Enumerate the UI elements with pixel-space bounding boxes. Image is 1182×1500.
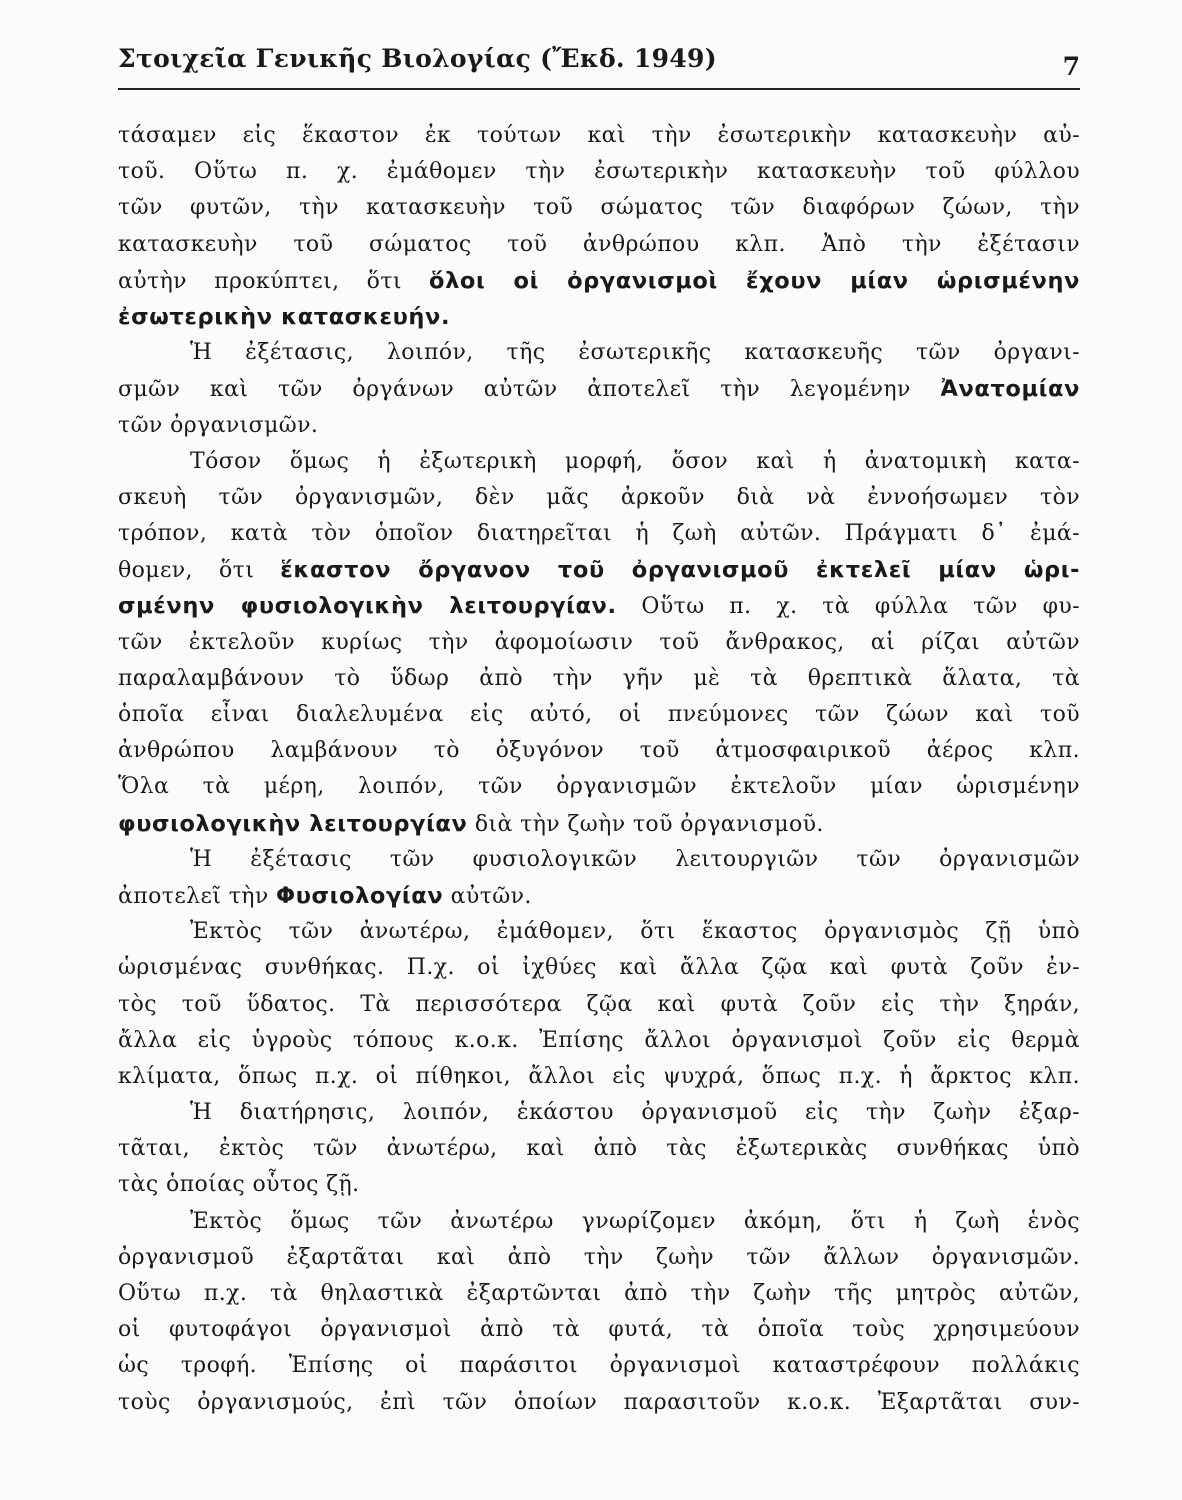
text-run: θομεν, ὅτι: [118, 558, 281, 584]
text-line: [118, 299, 1080, 335]
text-line: [118, 444, 1080, 480]
text-line: [118, 697, 1080, 733]
text-line: [118, 190, 1080, 226]
text-run: Ἐκτὸς ὅμως τῶν ἀνωτέρω γνωρίζομεν ἀκόμη, ὅτι ἡ ζωὴ ἑνὸς: [190, 1208, 1080, 1234]
text-run: Ἐκτὸς τῶν ἀνωτέρω, ἐμάθομεν, ὅτι ἕκαστος ὀργανισμὸς ζῇ ὑπὸ: [190, 919, 1080, 945]
text-run: τοῦ. Οὕτω π. χ. ἐμάθομεν τὴν ἐσωτερικὴν κατασκευὴν τοῦ φύλλου: [118, 159, 1080, 185]
text-line: [118, 842, 1080, 878]
text-run: Ἡ διατήρησις, λοιπόν, ἑκάστου ὀργανισμοῦ εἰς τὴν ζωὴν ἐξαρ-: [190, 1100, 1080, 1126]
text-line: [118, 987, 1080, 1023]
text-line: [118, 371, 1080, 407]
text-line: [118, 408, 1080, 444]
text-line: [118, 1385, 1080, 1421]
text-run: ἄλλα εἰς ὑγροὺς τόπους κ.ο.κ. Ἐπίσης ἄλλοι ὀργανισμοὶ ζοῦν εἰς θερμὰ: [118, 1027, 1080, 1053]
text-line: [118, 914, 1080, 950]
text-line: [118, 1167, 1080, 1203]
text-run: τοὺς ὀργανισμούς, ἐπὶ τῶν ὁποίων παρασιτοῦν κ.ο.κ. Ἐξαρτᾶται συν-: [118, 1389, 1080, 1415]
text-run: ὁποῖα εἶναι διαλελυμένα εἰς αὐτό, οἱ πνεύμονες τῶν ζώων καὶ τοῦ: [118, 702, 1080, 727]
text-line: [118, 950, 1080, 986]
text-line: [118, 1240, 1080, 1276]
text-line: [118, 1312, 1080, 1348]
text-line: [118, 588, 1080, 624]
text-line: [118, 480, 1080, 516]
bold-term: ἐσωτερικὴν κατασκευήν.: [118, 303, 451, 330]
text-run: ἀνθρώπου λαμβάνουν τὸ ὀξυγόνον τοῦ ἀτμοσφαιρικοῦ ἀέρος κλπ.: [118, 738, 1080, 764]
bold-term: φυσιολογικὴν λειτουργίαν: [118, 810, 468, 837]
text-line: [118, 769, 1080, 805]
text-run: τρόπον, κατὰ τὸν ὁποῖον διατηρεῖται ἡ ζωὴ αὐτῶν. Πράγματι δ᾽ ἐμά-: [118, 521, 1080, 547]
text-line: [118, 552, 1080, 588]
text-line: [118, 118, 1080, 154]
text-line: [118, 625, 1080, 661]
text-run: Ὅλα τὰ μέρη, λοιπόν, τῶν ὀργανισμῶν ἐκτελοῦν μίαν ὡρισμένην: [118, 774, 1080, 800]
text-run: αὐτῶν.: [443, 883, 532, 909]
text-line: [118, 733, 1080, 769]
text-run: τῶν ὀργανισμῶν.: [118, 412, 319, 438]
text-run: αὐτὴν προκύπτει, ὅτι: [118, 268, 430, 294]
bold-term: ὅλοι οἱ ὀργανισμοὶ ἔχουν μίαν ὡρισμένην: [429, 267, 1080, 294]
text-run: τῶν ἐκτελοῦν κυρίως τὴν ἀφομοίωσιν τοῦ ἄνθρακος, αἱ ρίζαι αὐτῶν: [118, 629, 1080, 655]
text-line: [118, 1131, 1080, 1167]
text-line: [118, 227, 1080, 263]
text-run: κατασκευὴν τοῦ σώματος τοῦ ἀνθρώπου κλπ. Ἀπὸ τὴν ἐξέτασιν: [118, 231, 1080, 257]
text-run: τὸς τοῦ ὕδατος. Τὰ περισσότερα ζῷα καὶ φυτὰ ζοῦν εἰς τὴν ξηράν,: [118, 991, 1080, 1017]
text-line: [118, 1059, 1080, 1095]
text-line: [118, 1348, 1080, 1384]
body-text: [118, 118, 1080, 1421]
text-line: [118, 1023, 1080, 1059]
bold-term: σμένην φυσιολογικὴν λειτουργίαν.: [118, 593, 617, 620]
text-run: τάσαμεν εἰς ἕκαστον ἐκ τούτων καὶ τὴν ἐσωτερικὴν κατασκευὴν αὐ-: [118, 123, 1080, 148]
text-run: Ἡ ἐξέτασις, λοιπόν, τῆς ἐσωτερικῆς κατασκευῆς τῶν ὀργανι-: [190, 340, 1080, 366]
text-run: οἱ φυτοφάγοι ὀργανισμοὶ ἀπὸ τὰ φυτά, τὰ ὁποῖα τοὺς χρησιμεύουν: [118, 1317, 1080, 1343]
text-run: Ἡ ἐξέτασις τῶν φυσιολογικῶν λειτουργιῶν τῶν ὀργανισμῶν: [190, 846, 1080, 872]
text-line: [118, 516, 1080, 552]
text-line: [118, 1095, 1080, 1131]
text-run: Οὕτω π. χ. τὰ φύλλα τῶν φυ-: [616, 594, 1080, 620]
text-run: ὀργανισμοῦ ἐξαρτᾶται καὶ ἀπὸ τὴν ζωὴν τῶν ἄλλων ὀργανισμῶν.: [118, 1244, 1080, 1270]
text-run: Οὕτω π.χ. τὰ θηλαστικὰ ἐξαρτῶνται ἀπὸ τὴν ζωὴν τῆς μητρὸς αὐτῶν,: [118, 1281, 1080, 1306]
page-number: 7: [1062, 52, 1080, 81]
text-line: [118, 263, 1080, 299]
text-line: [118, 661, 1080, 697]
text-line: [118, 806, 1080, 842]
text-line: [118, 1204, 1080, 1240]
bold-term: ἕκαστον ὄργανον τοῦ ὀργανισμοῦ ἐκτελεῖ μίαν ὡρι-: [280, 557, 1081, 584]
text-run: ἀποτελεῖ τὴν: [118, 883, 277, 909]
bold-term: Ἀνατομίαν: [940, 376, 1080, 403]
text-run: τῶν φυτῶν, τὴν κατασκευὴν τοῦ σώματος τῶν διαφόρων ζώων, τὴν: [118, 195, 1080, 221]
text-run: ὡς τροφή. Ἐπίσης οἱ παράσιτοι ὀργανισμοὶ καταστρέφουν πολλάκις: [118, 1353, 1080, 1379]
running-title: Στοιχεῖα Γενικῆς Βιολογίας (Ἔκδ. 1949): [118, 44, 717, 73]
text-run: τᾶται, ἐκτὸς τῶν ἀνωτέρω, καὶ ἀπὸ τὰς ἐξωτερικὰς συνθήκας ὑπὸ: [118, 1136, 1080, 1162]
text-run: σμῶν καὶ τῶν ὀργάνων αὐτῶν ἀποτελεῖ τὴν λεγομένην: [118, 377, 941, 403]
text-line: [118, 1276, 1080, 1312]
text-run: παραλαμβάνουν τὸ ὕδωρ ἀπὸ τὴν γῆν μὲ τὰ θρεπτικὰ ἅλατα, τὰ: [118, 665, 1080, 691]
text-run: σκευὴ τῶν ὀργανισμῶν, δὲν μᾶς ἀρκοῦν διὰ νὰ ἐννοήσωμεν τὸν: [118, 484, 1080, 510]
text-run: διὰ τὴν ζωὴν τοῦ ὀργανισμοῦ.: [467, 811, 824, 837]
text-run: κλίματα, ὅπως π.χ. οἱ πίθηκοι, ἄλλοι εἰς ψυχρά, ὅπως π.χ. ἡ ἄρκτος κλπ.: [118, 1063, 1080, 1089]
text-line: [118, 335, 1080, 371]
text-line: [118, 878, 1080, 914]
running-header: [118, 40, 1080, 90]
text-line: [118, 154, 1080, 190]
text-run: ὡρισμένας συνθήκας. Π.χ. οἱ ἰχθύες καὶ ἄλλα ζῷα καὶ φυτὰ ζοῦν ἐν-: [118, 955, 1080, 981]
text-run: Τόσον ὅμως ἡ ἐξωτερικὴ μορφή, ὅσον καὶ ἡ ἀνατομικὴ κατα-: [190, 448, 1080, 474]
text-run: τὰς ὁποίας οὗτος ζῇ.: [118, 1172, 360, 1198]
bold-term: Φυσιολογίαν: [276, 882, 444, 909]
